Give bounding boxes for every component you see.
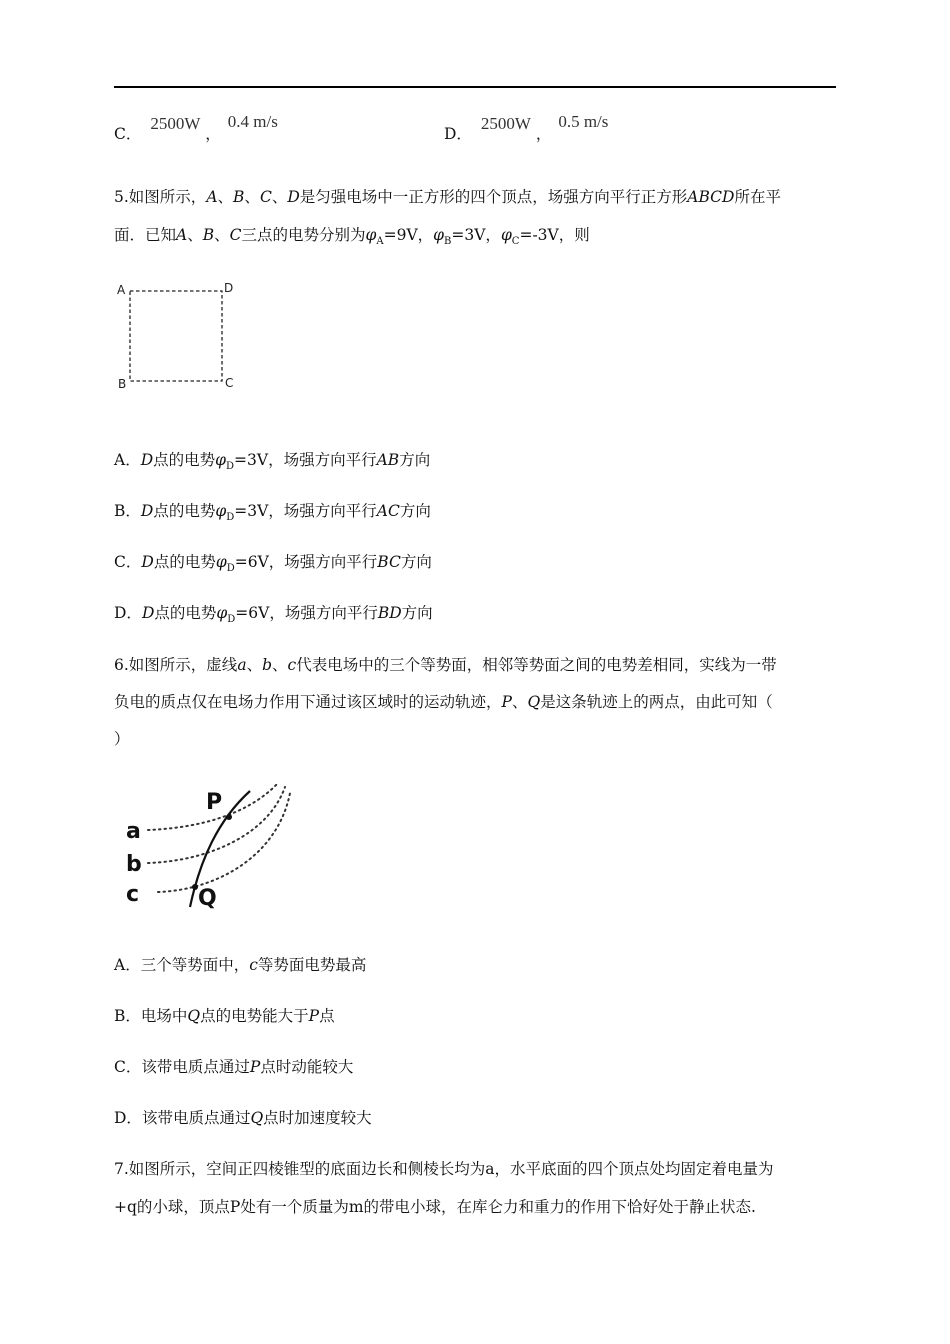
q6-option-c[interactable]: C．该带电质点通过P点时动能较大 (114, 1058, 354, 1076)
q5-option-c[interactable]: C．D点的电势$\varphi_D=6V$，场强方向平行BC方向 (114, 553, 432, 575)
header-rule (114, 86, 836, 88)
label-c: C (225, 376, 234, 390)
q4-d-speed: 0.5 m/s (558, 112, 609, 131)
q6-option-d[interactable]: D．该带电质点通过Q点时加速度较大 (114, 1109, 372, 1127)
q4-c-power: 2500W (150, 114, 201, 133)
q6-stem-line1: 6.如图所示，虚线a、b、c代表电场中的三个等势面，相邻等势面之间的电势差相同，实线为一带 (114, 656, 777, 674)
q6-equipotential-figure (118, 775, 298, 915)
q6-option-a[interactable]: A．三个等势面中，c等势面电势最高 (114, 956, 367, 974)
point-p-dot (226, 814, 232, 820)
equipotential-c (158, 793, 290, 892)
q6-stem-line3: ） (114, 730, 130, 748)
q4-option-c[interactable]: C． 2500W ， 0.4 m/s (114, 112, 278, 143)
label-p: P (206, 790, 223, 815)
q4-option-d[interactable]: D． 2500W ， 0.5 m/s (444, 112, 609, 143)
q6-stem-line2: 负电的质点仅在电场力作用下通过该区域时的运动轨迹，P、Q是这条轨迹上的两点，由此可知（ (114, 693, 773, 711)
q5-stem-line2: 面．已知A、B、C三点的电势分别为$\varphi_A=9V$，$\varphi_B=3V$，$\varphi_C=-3V$，则 (114, 226, 590, 248)
label-c: c (126, 882, 140, 907)
q7-stem-line1: 7.如图所示，空间正四棱锥型的底面边长和侧棱长均为a，水平底面的四个顶点处均固定着电量为 (114, 1160, 774, 1178)
label-b: b (126, 852, 142, 877)
label-q: Q (198, 886, 217, 911)
q4-c-speed: 0.4 m/s (227, 112, 278, 131)
dashed-square (130, 291, 222, 381)
q5-option-b[interactable]: B．D点的电势$\varphi_D=3V$，场强方向平行AC方向 (114, 502, 431, 524)
label-a: A (117, 283, 126, 297)
q6-option-b[interactable]: B．电场中Q点的电势能大于P点 (114, 1007, 335, 1025)
q5-option-a[interactable]: A．D点的电势$\varphi_D=3V$，场强方向平行AB方向 (114, 451, 431, 473)
label-d: D (224, 281, 234, 295)
q5-option-d[interactable]: D．D点的电势$\varphi_D=6V$，场强方向平行BD方向 (114, 604, 433, 626)
q5-square-figure (112, 278, 242, 394)
label-a: a (126, 819, 141, 844)
q4-d-power: 2500W (480, 114, 531, 133)
q7-stem-line2: +q的小球，顶点P处有一个质量为m的带电小球，在库仑力和重力的作用下恰好处于静止状态. (114, 1198, 756, 1216)
label-b: B (118, 377, 127, 391)
q5-stem-line1: 5.如图所示，A、B、C、D是匀强电场中一正方形的四个顶点，场强方向平行正方形ABCD所在平 (114, 188, 781, 206)
